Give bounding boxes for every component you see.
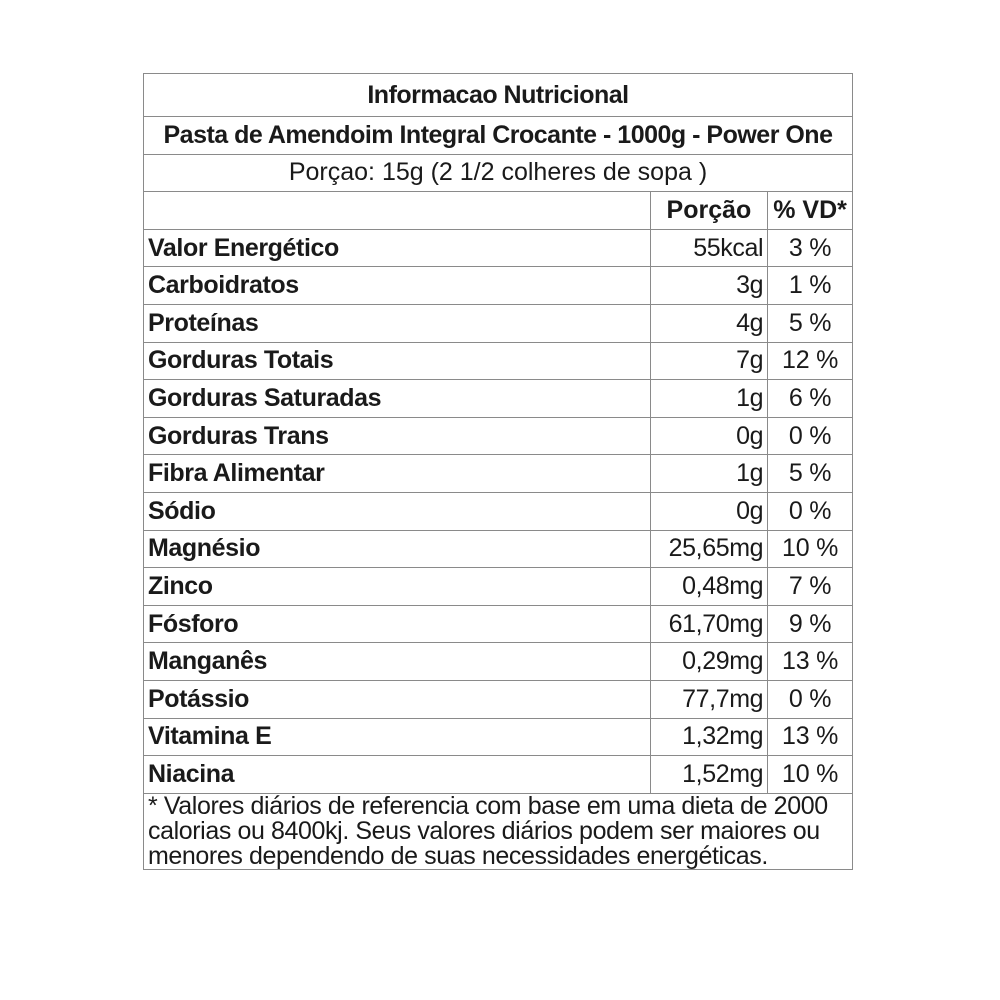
nutrient-vd: 0 %: [768, 680, 853, 718]
header-nutrient: [144, 192, 651, 230]
label-title: Informacao Nutricional: [144, 74, 853, 117]
footnote-line: menores dependendo de suas necessidades energéticas.: [148, 841, 768, 870]
nutrient-name: Magnésio: [144, 530, 651, 568]
footnote-row: [144, 793, 853, 869]
nutrient-portion: 55kcal: [650, 229, 767, 267]
serving-size: Porçao: 15g (2 1/2 colheres de sopa ): [144, 154, 853, 192]
nutrient-vd: 3 %: [768, 229, 853, 267]
nutrient-portion: 25,65mg: [650, 530, 767, 568]
nutrient-name: Carboidratos: [144, 267, 651, 305]
nutrient-vd: 0 %: [768, 417, 853, 455]
nutrient-vd: 5 %: [768, 455, 853, 493]
nutrition-facts-table: [143, 73, 853, 870]
nutrient-vd: 10 %: [768, 530, 853, 568]
footnote-line: calorias ou 8400kj. Seus valores diários podem ser maiores ou: [148, 816, 820, 845]
nutrient-portion: 0,48mg: [650, 568, 767, 606]
table-row: [144, 229, 853, 267]
nutrient-name: Manganês: [144, 643, 651, 681]
table-row: [144, 267, 853, 305]
nutrient-vd: 9 %: [768, 605, 853, 643]
table-row: [144, 605, 853, 643]
table-row: [144, 568, 853, 606]
header-portion: Porção: [650, 192, 767, 230]
nutrient-vd: 1 %: [768, 267, 853, 305]
nutrient-portion: 61,70mg: [650, 605, 767, 643]
nutrient-name: Gorduras Totais: [144, 342, 651, 380]
nutrient-portion: 77,7mg: [650, 680, 767, 718]
nutrient-portion: 1g: [650, 455, 767, 493]
nutrient-name: Potássio: [144, 680, 651, 718]
nutrient-name: Fósforo: [144, 605, 651, 643]
nutrient-portion: 1g: [650, 380, 767, 418]
nutrient-portion: 0g: [650, 417, 767, 455]
nutrient-name: Sódio: [144, 492, 651, 530]
header-vd: % VD*: [768, 192, 853, 230]
table-row: [144, 530, 853, 568]
nutrient-vd: 12 %: [768, 342, 853, 380]
table-row: [144, 718, 853, 756]
table-row: [144, 756, 853, 794]
table-row: [144, 380, 853, 418]
nutrient-name: Fibra Alimentar: [144, 455, 651, 493]
table-row: [144, 304, 853, 342]
nutrient-portion: 3g: [650, 267, 767, 305]
table-row: [144, 492, 853, 530]
nutrient-name: Zinco: [144, 568, 651, 606]
footnote: [144, 793, 853, 869]
nutrient-name: Gorduras Trans: [144, 417, 651, 455]
table-row: [144, 417, 853, 455]
nutrient-portion: 7g: [650, 342, 767, 380]
nutrient-name: Niacina: [144, 756, 651, 794]
nutrient-portion: 1,52mg: [650, 756, 767, 794]
nutrient-vd: 6 %: [768, 380, 853, 418]
nutrient-vd: 13 %: [768, 643, 853, 681]
table-row: [144, 680, 853, 718]
nutrient-portion: 0g: [650, 492, 767, 530]
nutrient-vd: 10 %: [768, 756, 853, 794]
product-name: Pasta de Amendoim Integral Crocante - 1000g - Power One: [144, 117, 853, 155]
footnote-line: * Valores diários de referencia com base em uma dieta de 2000: [148, 793, 828, 820]
serving-row: [144, 154, 853, 192]
nutrient-vd: 5 %: [768, 304, 853, 342]
nutrient-name: Valor Energético: [144, 229, 651, 267]
nutrient-name: Proteínas: [144, 304, 651, 342]
table-row: [144, 643, 853, 681]
nutrient-vd: 13 %: [768, 718, 853, 756]
title-row: [144, 74, 853, 117]
nutrient-portion: 0,29mg: [650, 643, 767, 681]
nutrient-name: Vitamina E: [144, 718, 651, 756]
table-row: [144, 342, 853, 380]
nutrient-portion: 1,32mg: [650, 718, 767, 756]
nutrient-vd: 7 %: [768, 568, 853, 606]
header-row: [144, 192, 853, 230]
nutrient-name: Gorduras Saturadas: [144, 380, 651, 418]
nutrient-portion: 4g: [650, 304, 767, 342]
product-row: [144, 117, 853, 155]
nutrient-vd: 0 %: [768, 492, 853, 530]
table-row: [144, 455, 853, 493]
